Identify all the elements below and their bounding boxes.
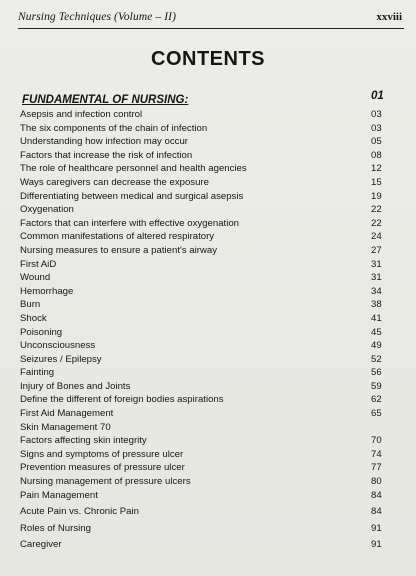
contents-entry: [0, 475, 416, 489]
contents-list: [0, 108, 416, 555]
contents-entry: [0, 393, 416, 407]
entry-label: Factors that can interfere with effective oxygenation: [20, 217, 239, 229]
entry-page-number: 70: [371, 435, 382, 447]
entry-label: Hemorrhage: [20, 285, 74, 297]
entry-page-number: 74: [371, 448, 382, 460]
entry-label: Roles of Nursing: [20, 522, 91, 534]
page-title: CONTENTS: [151, 48, 265, 70]
entry-label: Asepsis and infection control: [20, 109, 143, 120]
contents-entry: [0, 135, 416, 149]
entry-page-number: 31: [371, 272, 382, 284]
contents-entry: [0, 353, 416, 367]
entry-label: Poisoning: [20, 326, 63, 338]
section-page-number: 01: [371, 90, 384, 102]
contents-entry: [0, 380, 416, 394]
entry-page-number: 59: [371, 380, 382, 392]
entry-page-number: 27: [371, 244, 382, 256]
entry-label: Prevention measures of pressure ulcer: [20, 462, 185, 474]
entry-page-number: 03: [371, 122, 382, 134]
contents-entry: [0, 176, 416, 190]
entry-page-number: 65: [371, 408, 382, 420]
contents-entry: [0, 366, 416, 380]
entry-page-number: 77: [371, 462, 382, 474]
entry-page-number: 34: [371, 285, 382, 297]
contents-entry: [0, 312, 416, 326]
entry-page-number: 45: [371, 326, 382, 338]
entry-page-number: 22: [371, 217, 382, 229]
contents-entry: [0, 407, 416, 421]
contents-entry: [0, 538, 416, 555]
contents-entry: [0, 217, 416, 231]
entry-page-number: 38: [371, 299, 382, 311]
entry-label: Unconsciousness: [20, 340, 96, 352]
contents-entry: [0, 339, 416, 353]
contents-entry: [0, 258, 416, 272]
contents-entry: [0, 434, 416, 448]
page-number: xxviii: [376, 11, 402, 23]
entry-label: Understanding how infection may occur: [20, 136, 188, 148]
section-title: FUNDAMENTAL OF NURSING:: [22, 94, 189, 106]
entry-page-number: 84: [371, 489, 382, 501]
entry-label: Oxygenation: [20, 204, 74, 216]
contents-entry: [0, 271, 416, 285]
entry-label: Factors that increase the risk of infection: [20, 149, 193, 161]
entry-label: First Aid Management: [20, 408, 114, 420]
entry-page-number: 91: [371, 539, 382, 551]
contents-entry: [0, 285, 416, 299]
entry-page-number: 24: [371, 231, 382, 243]
book-title: Nursing Techniques (Volume – II): [18, 11, 177, 23]
contents-entry: [0, 190, 416, 204]
contents-entry: [0, 298, 416, 312]
entry-page-number: 15: [371, 176, 382, 188]
entry-page-number: 52: [371, 353, 382, 365]
entry-label: Differentiating between medical and surgical asepsis: [20, 190, 244, 202]
entry-page-number: 31: [371, 258, 382, 270]
entry-label: Wound: [20, 272, 51, 284]
entry-page-number: 80: [371, 476, 382, 488]
entry-page-number: 22: [371, 204, 382, 216]
entry-page-number: 03: [371, 109, 382, 120]
entry-page-number: 12: [371, 163, 382, 175]
contents-entry: [0, 230, 416, 244]
entry-label: Define the different of foreign bodies aspirations: [20, 394, 224, 406]
entry-label: First AiD: [20, 258, 57, 270]
entry-page-number: 49: [371, 340, 382, 352]
entry-label: Skin Management 70: [20, 421, 111, 433]
contents-entry: [0, 122, 416, 136]
contents-entry: [0, 162, 416, 176]
entry-label: Ways caregivers can decrease the exposure: [20, 176, 209, 188]
running-header: [18, 10, 404, 29]
entry-label: Pain Management: [20, 489, 98, 501]
contents-entry: [0, 421, 416, 435]
contents-entry: [0, 244, 416, 258]
entry-page-number: 91: [371, 522, 382, 534]
entry-page-number: 41: [371, 312, 382, 324]
contents-entry: [0, 326, 416, 340]
entry-label: Injury of Bones and Joints: [20, 380, 131, 392]
entry-label: Nursing measures to ensure a patient's airway: [20, 244, 217, 256]
contents-entry: [0, 448, 416, 462]
contents-entry: [0, 461, 416, 475]
entry-page-number: 05: [371, 136, 382, 148]
entry-label: Shock: [20, 312, 47, 324]
entry-label: Caregiver: [20, 539, 62, 551]
contents-entry: [0, 149, 416, 163]
entry-page-number: 08: [371, 149, 382, 161]
entry-page-number: 84: [371, 506, 382, 518]
entry-page-number: 19: [371, 190, 382, 202]
entry-label: Acute Pain vs. Chronic Pain: [20, 506, 139, 518]
entry-label: Nursing management of pressure ulcers: [20, 476, 191, 488]
entry-page-number: 62: [371, 394, 382, 406]
entry-label: Burn: [20, 299, 41, 311]
contents-entry: [0, 108, 416, 122]
entry-label: The six components of the chain of infection: [20, 122, 208, 134]
entry-label: Signs and symptoms of pressure ulcer: [20, 448, 184, 460]
entry-label: Fainting: [20, 367, 55, 379]
entry-label: Factors affecting skin integrity: [20, 435, 147, 447]
contents-entry: [0, 489, 416, 506]
entry-page-number: 56: [371, 367, 382, 379]
contents-entry: [0, 522, 416, 539]
entry-label: Seizures / Epilepsy: [20, 353, 102, 365]
contents-entry: [0, 505, 416, 522]
contents-entry: [0, 203, 416, 217]
entry-label: The role of healthcare personnel and health agencies: [20, 163, 247, 175]
entry-label: Common manifestations of altered respiratory: [20, 231, 215, 243]
